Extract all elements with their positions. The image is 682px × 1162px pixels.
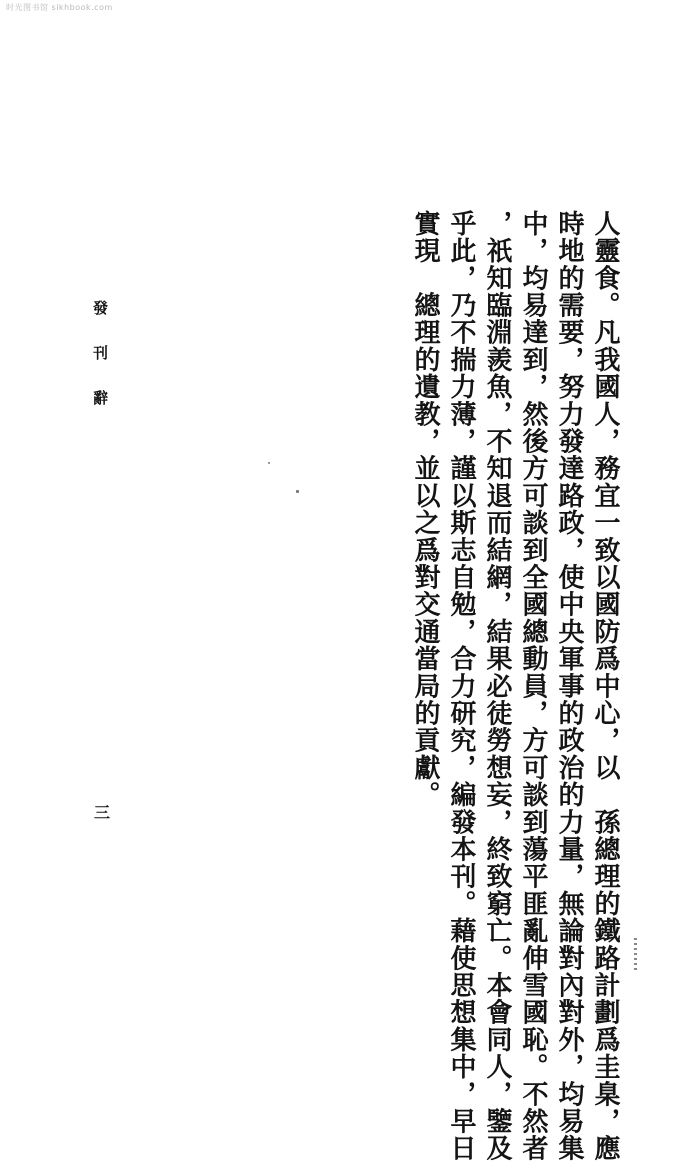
print-speck [268,462,270,464]
watermark: 时光图书馆 sikhbook.com [6,3,113,12]
text-column-3: 中，均易達到，然後方可談到全國總動員，方可談到蕩平匪亂伸雪國恥。不然者 [518,210,548,1162]
text-column-1: 人靈食。凡我國人，務宜一致以國防爲中心，以 孫總理的鐵路計劃爲圭臬，應 [590,210,620,1162]
text-column-2: 時地的需要，努力發達路政，使中央軍事的政治的力量，無論對內對外，均易集 [554,210,584,1162]
text-column-6: 實現 總理的遺教，並以之爲對交通當局的貢獻。 [410,210,440,809]
side-title: 發刊辭 [91,300,109,435]
edge-mark [634,938,637,970]
print-speck [296,490,299,493]
text-column-4: ，祇知臨淵羨魚，不知退而結網，結果必徒勞想妄，終致窮亡。本會同人，鑒及 [482,210,512,1162]
page-number: 三 [94,803,111,822]
text-column-5: 乎此，乃不揣力薄，謹以斯志自勉，合力研究，編發本刊。藉使思想集中，早日 [446,210,476,1162]
